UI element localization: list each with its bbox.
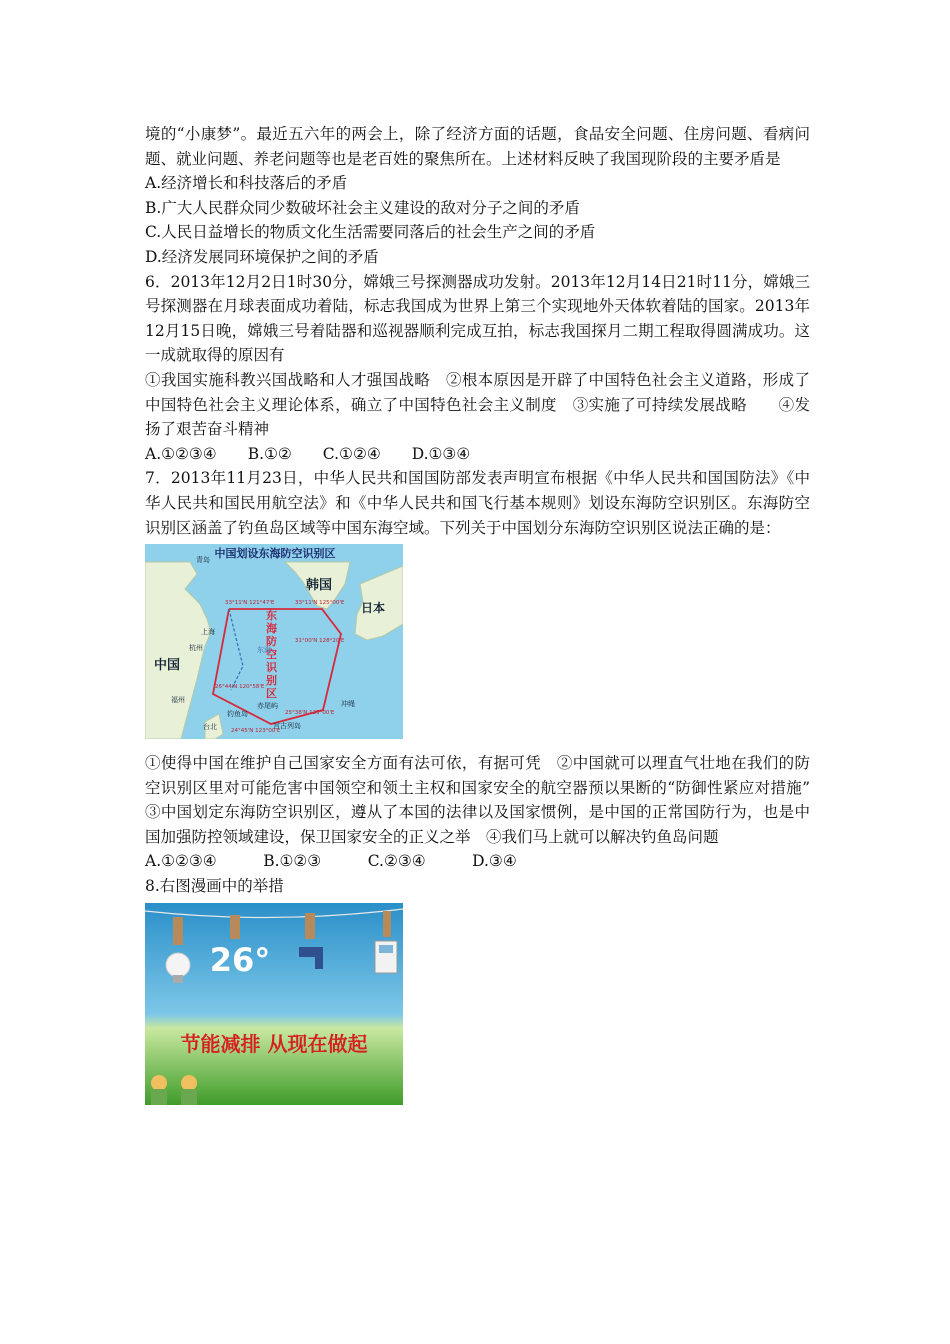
map-coord-6: 26°44'N 120°58'E — [215, 684, 265, 691]
poster-svg — [145, 903, 403, 1105]
document-page — [145, 122, 826, 1105]
map-city-fuzhou: 福州 — [171, 696, 185, 705]
q7-items: ①使得中国在维护自己国家安全方面有法可依，有据可凭 ②中国就可以理直气壮地在我们的防空识别区里对可能危害中国领空和领土主权和国家安全的航空器预以果断的“防御性紧应对措施” ③中国划定东海防空识别区，遵从了本国的法律以及国家惯例，是中国的正常国防行为，也是中国加强防控领域建设，保卫国家安全的正义之举 ④我们马上就可以解决钓鱼岛问题 — [145, 754, 826, 846]
map-city-shanghai: 上海 — [201, 628, 215, 637]
adiz-map — [145, 544, 403, 739]
q5-option-c: C.人民日益增长的物质文化生活需要同落后的社会生产之间的矛盾 — [145, 223, 596, 242]
q5-option-b: B.广大人民群众同少数破坏社会主义建设的敌对分子之间的矛盾 — [145, 198, 580, 217]
map-city-qingdao: 青岛 — [196, 556, 210, 565]
map-label-korea: 韩国 — [305, 578, 333, 594]
map-coord-2: 33°11'N 125°00'E — [295, 600, 345, 607]
map-city-miyako: 宫古列岛 — [273, 722, 301, 731]
q5-option-d: D.经济发展同环境保护之间的矛盾 — [145, 247, 379, 266]
map-label-japan: 日本 — [360, 601, 386, 616]
map-city-chiwei: 赤尾屿 — [257, 702, 278, 711]
q5-continuation: 境的“小康梦”。最近五六年的两会上，除了经济方面的话题，食品安全问题、住房问题、看病问题、就业问题、养老问题等也是老百姓的聚焦所在。上述材料反映了我国现阶段的主要矛盾是 — [145, 125, 810, 168]
poster-temperature: 26° — [209, 940, 271, 979]
q6-stem: 6．2013年12月2日1时30分，嫦娥三号探测器成功发射。2013年12月14日21时11分，嫦娥三号探测器在月球表面成功着陆，标志我国成为世界上第三个实现地外天体软着陆的国家。2013年12月15日晚，嫦娥三号着陆器和巡视器顺利完成互拍，标志我国探月二期工程取得圆满成功。这一成就取得的原因有 — [145, 272, 810, 365]
energy-saving-poster — [145, 903, 403, 1105]
adiz-map-image — [145, 544, 403, 739]
q7-options: A.①②③④ B.①②③ C.②③④ D.③④ — [145, 852, 517, 871]
adiz-zone-label: 东海防空识别区 — [266, 609, 277, 701]
q5-option-a: A.经济增长和科技落后的矛盾 — [145, 174, 348, 193]
map-label-china: 中国 — [153, 658, 181, 674]
map-sea-label: 东海 — [257, 646, 271, 655]
map-city-taipei: 台北 — [203, 723, 217, 732]
q8-stem: 8.右图漫画中的举措 — [145, 877, 284, 896]
map-coord-5: 24°45'N 123°00'E — [231, 728, 281, 735]
map-city-diaoyu: 钓鱼岛 — [227, 710, 248, 719]
q6-items: ①我国实施科教兴国战略和人才强国战略 ②根本原因是开辟了中国特色社会主义道路，形成了中国特色社会主义理论体系，确立了中国特色社会主义制度 ③实施了可持续发展战略 ④发扬了艰苦奋斗精神 — [145, 370, 810, 439]
poster-slogan: 节能减排 从现在做起 — [180, 1031, 368, 1056]
map-city-okinawa: 冲绳 — [341, 700, 355, 709]
map-coord-4: 25°38'N 125°00'E — [285, 710, 335, 717]
map-coord-1: 33°11'N 121°47'E — [225, 600, 275, 607]
q6-options: A.①②③④ B.①② C.①②④ D.①③④ — [145, 444, 471, 463]
map-title: 中国划设东海防空识别区 — [214, 547, 336, 561]
map-city-hangzhou: 杭州 — [189, 644, 203, 653]
map-coord-3: 31°00'N 128°20'E — [295, 638, 345, 645]
q7-stem: 7．2013年11月23日，中华人民共和国国防部发表声明宣布根据《中华人民共和国国防法》《中华人民共和国民用航空法》和《中华人民共和国飞行基本规则》划设东海防空识别区。东海防空识别区涵盖了钓鱼岛区域等中国东海空域。下列关于中国划分东海防空识别区说法正确的是： — [145, 469, 810, 537]
